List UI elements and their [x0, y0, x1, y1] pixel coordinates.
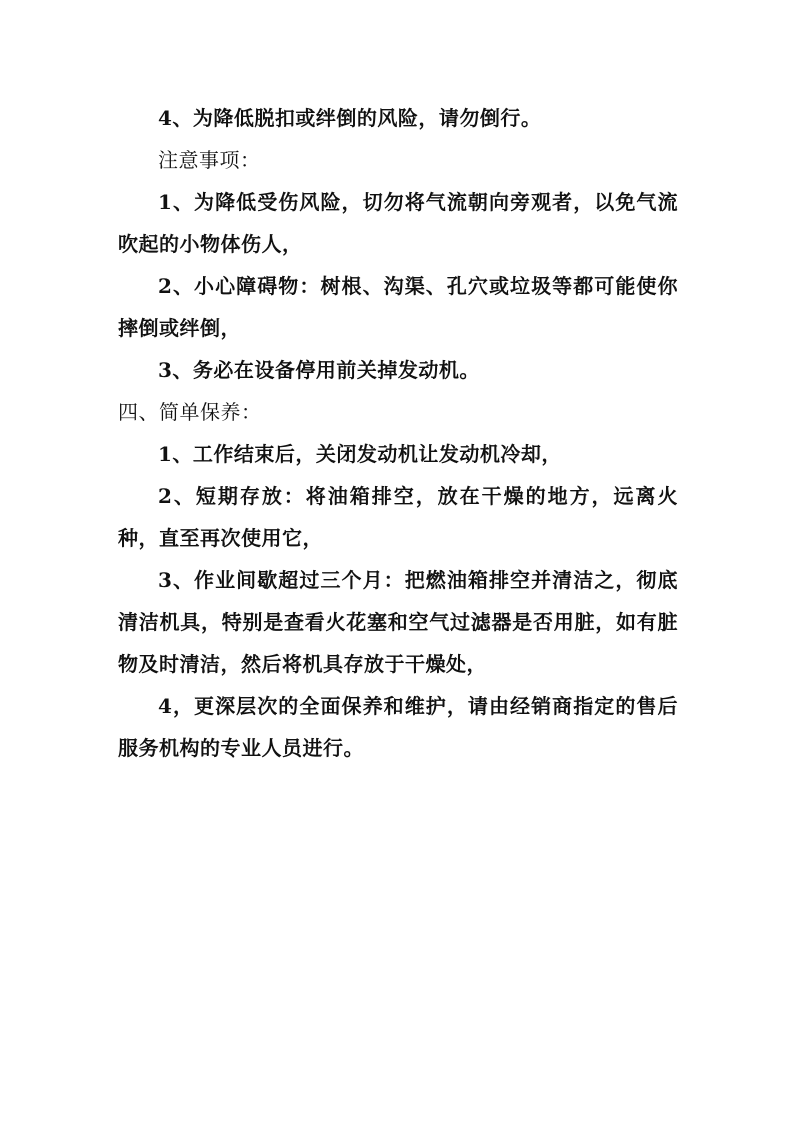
paragraph-airflow-warning: 1、为降低受伤风险，切勿将气流朝向旁观者，以免气流吹起的小物体伤人， — [118, 190, 678, 256]
paragraph-obstacle-warning: 2、小心障碍物：树根、沟渠、孔穴或垃圾等都可能使你摔倒或绊倒， — [118, 274, 678, 340]
paragraph-professional-service: 4，更深层次的全面保养和维护，请由经销商指定的售后服务机构的专业人员进行。 — [118, 694, 678, 760]
paragraph-no-reverse-walking: 4、为降低脱扣或绊倒的风险，请勿倒行。 — [158, 106, 542, 130]
paragraph-long-term-storage: 3、作业间歇超过三个月：把燃油箱排空并清洁之，彻底清洁机具，特别是查看火花塞和空气过滤器是否用脏，如有脏物及时清洁，然后将机具存放于干燥处， — [118, 568, 678, 676]
document-body — [118, 97, 678, 769]
paragraph-engine-off: 3、务必在设备停用前关掉发动机。 — [158, 358, 480, 382]
paragraph-short-term-storage: 2、短期存放：将油箱排空，放在干燥的地方，远离火种，直至再次使用它， — [118, 484, 678, 550]
heading-simple-maintenance: 四、简单保养： — [118, 400, 262, 424]
paragraph-cool-down: 1、工作结束后，关闭发动机让发动机冷却， — [158, 442, 562, 466]
heading-precautions: 注意事项： — [158, 148, 261, 172]
